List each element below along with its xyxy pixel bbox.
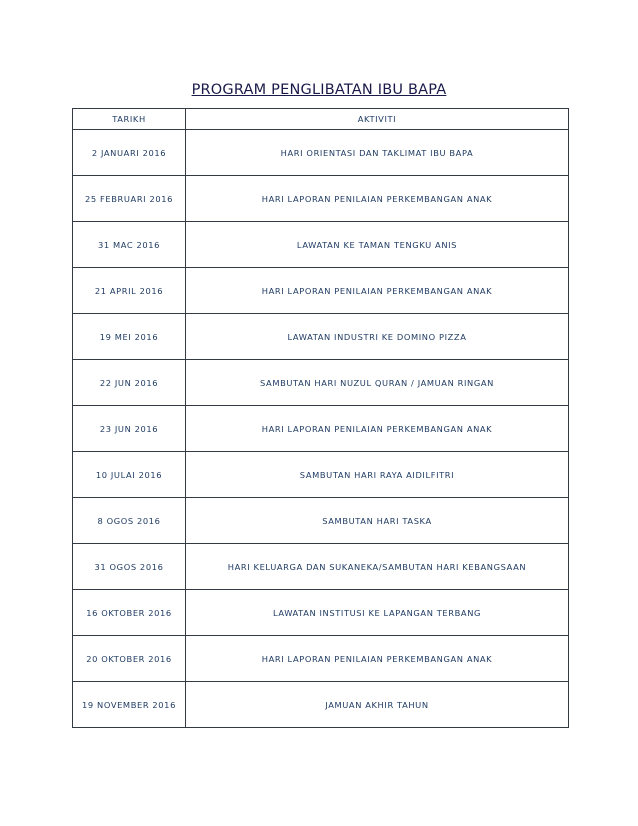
activity-column-header: AKTIVITI	[186, 109, 569, 130]
table-row	[73, 544, 569, 590]
activity-cell: HARI LAPORAN PENILAIAN PERKEMBANGAN ANAK	[186, 636, 569, 682]
activity-cell: HARI ORIENTASI DAN TAKLIMAT IBU BAPA	[186, 130, 569, 176]
table-row	[73, 682, 569, 728]
activity-cell: HARI LAPORAN PENILAIAN PERKEMBANGAN ANAK	[186, 268, 569, 314]
table-header-row	[73, 109, 569, 130]
date-cell: 31 OGOS 2016	[73, 544, 186, 590]
activity-cell: HARI KELUARGA DAN SUKANEKA/SAMBUTAN HARI KEBANGSAAN	[186, 544, 569, 590]
activity-cell: LAWATAN KE TAMAN TENGKU ANIS	[186, 222, 569, 268]
activity-cell: SAMBUTAN HARI TASKA	[186, 498, 569, 544]
date-cell: 8 OGOS 2016	[73, 498, 186, 544]
activity-cell: SAMBUTAN HARI NUZUL QURAN / JAMUAN RINGAN	[186, 360, 569, 406]
date-cell: 19 NOVEMBER 2016	[73, 682, 186, 728]
date-cell: 22 JUN 2016	[73, 360, 186, 406]
activity-cell: JAMUAN AKHIR TAHUN	[186, 682, 569, 728]
table-row	[73, 314, 569, 360]
date-cell: 2 JANUARI 2016	[73, 130, 186, 176]
date-cell: 20 OKTOBER 2016	[73, 636, 186, 682]
table-row	[73, 360, 569, 406]
date-cell: 19 MEI 2016	[73, 314, 186, 360]
table-row	[73, 636, 569, 682]
date-cell: 23 JUN 2016	[73, 406, 186, 452]
table-row	[73, 176, 569, 222]
activity-cell: SAMBUTAN HARI RAYA AIDILFITRI	[186, 452, 569, 498]
date-cell: 16 OKTOBER 2016	[73, 590, 186, 636]
date-column-header: TARIKH	[73, 109, 186, 130]
table-row	[73, 130, 569, 176]
date-cell: 10 JULAI 2016	[73, 452, 186, 498]
table-row	[73, 268, 569, 314]
activity-cell: LAWATAN INSTITUSI KE LAPANGAN TERBANG	[186, 590, 569, 636]
activity-cell: LAWATAN INDUSTRI KE DOMINO PIZZA	[186, 314, 569, 360]
table-row	[73, 590, 569, 636]
table-row	[73, 406, 569, 452]
date-cell: 21 APRIL 2016	[73, 268, 186, 314]
table-row	[73, 498, 569, 544]
activity-cell: HARI LAPORAN PENILAIAN PERKEMBANGAN ANAK	[186, 176, 569, 222]
activity-cell: HARI LAPORAN PENILAIAN PERKEMBANGAN ANAK	[186, 406, 569, 452]
date-cell: 31 MAC 2016	[73, 222, 186, 268]
table-row	[73, 452, 569, 498]
date-cell: 25 FEBRUARI 2016	[73, 176, 186, 222]
page-title: PROGRAM PENGLIBATAN IBU BAPA	[191, 82, 447, 98]
table-row	[73, 222, 569, 268]
program-table	[72, 108, 569, 728]
